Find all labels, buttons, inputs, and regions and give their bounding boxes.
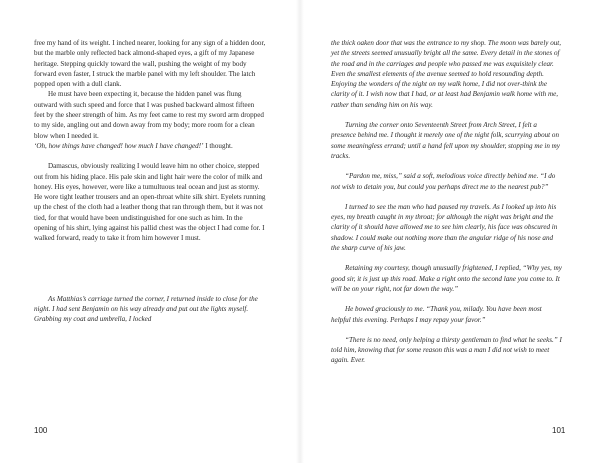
right-page	[300, 0, 600, 463]
right-paragraph-4: I turned to see the man who had paused my travels. As I looked up into his eyes, my breath caught in my throat; for although the night was bright and the clarity of it should have allowed me to see him clearly, his face was obscured in shadow. I could make out nothing more than the angular ridge of his nose and the sharp curve of his jaw.	[331, 202, 558, 253]
left-paragraph-2: He must have been expecting it, because the hidden panel was flung outward with such speed and force that I was pushed backward almost fifteen feet by the sheer strength of him. As my feet came to rest my sword arm dropped to my side, angling out and down away from my body; more room for a clean blow when I needed it.	[34, 90, 264, 140]
right-paragraph-2: Turning the corner onto Seventeenth Street from Arch Street, I felt a presence behind me. I thought it merely one of the night folk, scurrying about on some meaningless errand; until a hand fell upon my shoulder, stopping me in my tracks.	[331, 121, 560, 160]
left-quote-italic: ‘Oh, how things have changed! how much I have changed!’	[34, 141, 204, 150]
left-paragraph-1: free my hand of its weight. I inched nearer, looking for any sign of a hidden door, but the marble only reflected back almond-shaped eyes, a gift of my Japanese heritage. Stepping quickly toward the wall, pushing the weight of my body forward even faster, I struck the marble panel with my left shoulder. The latch popped open with a dull clank.	[34, 39, 266, 89]
right-paragraph-5: Retaining my courtesy, though unusually frightened, I replied, “Why yes, my good sir, it is just up this road. Make a right onto the second lane you come to. It will be on your right, not far down the way.”	[331, 264, 562, 293]
right-paragraph-6: He bowed graciously to me. “Thank you, milady. You have been most helpful this evening. Perhaps I may repay your favor.”	[331, 305, 542, 324]
right-page-text	[331, 38, 563, 366]
page-number-left: 100	[34, 426, 48, 435]
right-paragraph-1: the thick oaken door that was the entrance to my shop. The moon was barely out, yet the streets seemed unusually bright all the same. Every detail in the stones of the road and in the carriages and people who passed me was exquisitely clear. Even the smallest elements of the avenue seemed to hold resounding depth. Enjoying the wonders of the night on my walk home, I did not over-think the clarity of it. I wish now that I had, or at least had Benjamin walk home with me, rather than sending him on his way.	[331, 39, 562, 109]
left-paragraph-4: Damascus, obviously realizing I would leave him no other choice, stepped out from his hiding place. His pale skin and light hair were the color of milk and honey. His eyes, however, were like a tumultuous teal ocean and just as stormy. He wore tight leather trousers and an open-throat white silk shirt. Eyelets running up the chest of the cloth had a leather thong that ran through them, but it was not tied, for that would have been undistinguished for one such as him. In the opening of his shirt, lying against his pallid chest was the object I had come for. I walked forward, ready to take it from him however I must.	[34, 162, 266, 243]
page-number-right: 101	[552, 426, 566, 435]
left-paragraph-5: As Matthias’s carriage turned the corner, I returned inside to close for the night. I had sent Benjamin on his way already and put out the lights myself. Grabbing my coat and umbrella, I locked	[34, 294, 258, 324]
left-quote-tail: I thought.	[203, 141, 233, 150]
left-paragraph-3	[34, 141, 266, 151]
right-paragraph-7: “There is no need, only helping a thirsty gentleman to find what he seeks.” I told him, knowing that for some reason this was a man I did not wish to meet again. Ever.	[331, 335, 562, 365]
left-page-text	[34, 38, 266, 325]
right-paragraph-3: “Pardon me, miss,” said a soft, melodious voice directly behind me. “I do not wish to detain you, but could you perhaps direct me to the nearest pub?”	[331, 172, 556, 191]
